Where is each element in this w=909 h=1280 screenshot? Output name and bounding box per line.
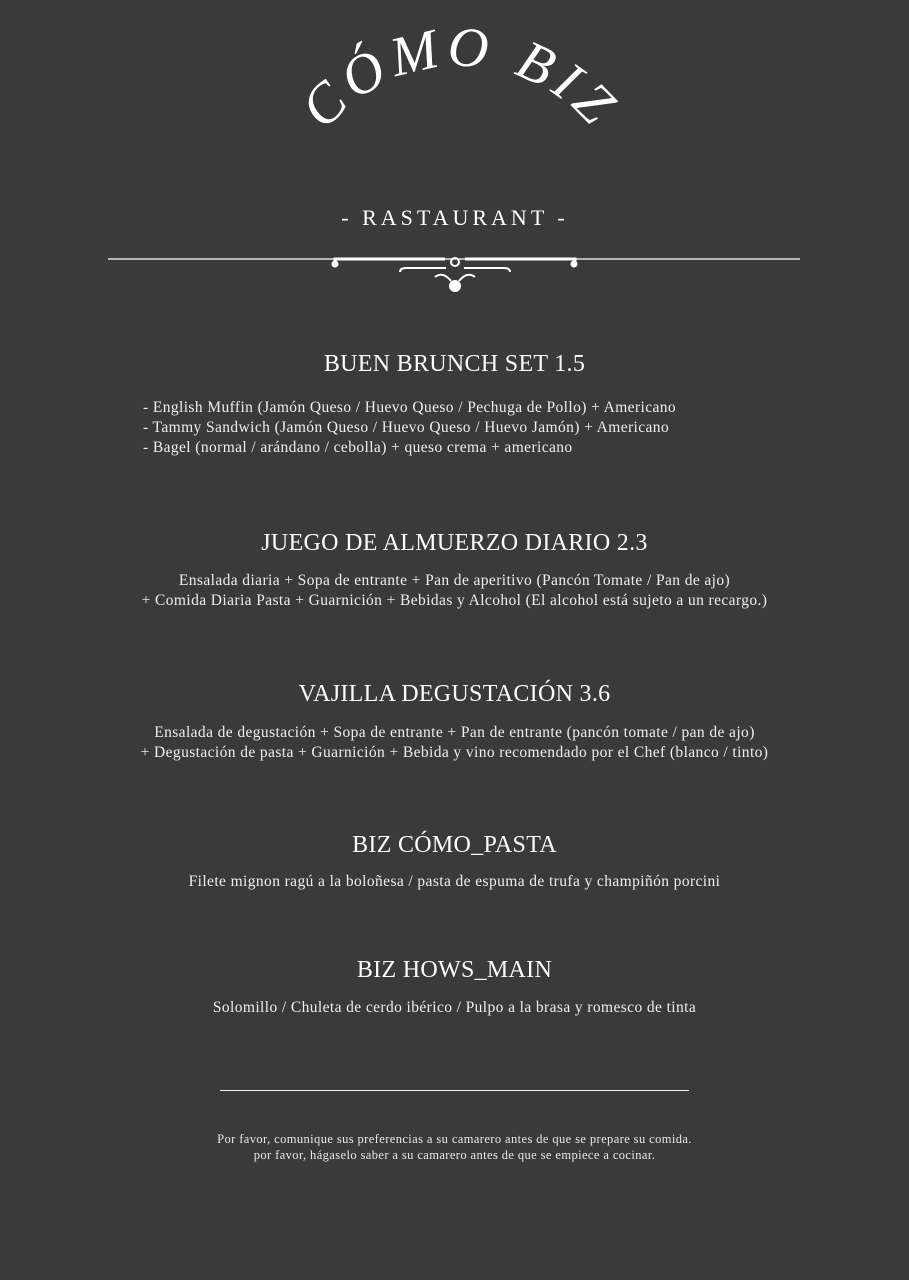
menu-line: Ensalada de degustación + Sopa de entrante + Pan de entrante (pancón tomate / pan de ajo) (154, 724, 755, 741)
footer-line: por favor, hágaselo saber a su camarero antes de que se empiece a cocinar. (253, 1148, 656, 1162)
restaurant-logo (0, 0, 909, 300)
menu-line: Filete mignon ragú a la boloñesa / pasta de espuma de trufa y champiñón porcini (188, 873, 721, 890)
pasta-description (0, 872, 909, 892)
menu-line: + Comida Diaria Pasta + Guarnición + Bebidas y Alcohol (El alcohol está sujeto a un recargo.) (141, 592, 768, 609)
logo-subtitle: - RASTAURANT - (341, 205, 569, 230)
section-title-lunch: JUEGO DE ALMUERZO DIARIO 2.3 (261, 530, 648, 556)
lunch-description (0, 571, 909, 611)
logo-name: CÓMO BIZ (289, 16, 631, 141)
menu-line: Ensalada diaria + Sopa de entrante + Pan de aperitivo (Pancón Tomate / Pan de ajo) (178, 572, 731, 589)
section-title-brunch: BUEN BRUNCH SET 1.5 (323, 351, 586, 377)
footer-line: Por favor, comunique sus preferencias a su camarero antes de que se prepare su comida. (217, 1132, 692, 1146)
section-title-pasta: BIZ CÓMO_PASTA (352, 832, 557, 858)
tasting-description (0, 723, 909, 763)
brunch-items (143, 398, 676, 458)
footer-note (0, 1131, 909, 1163)
footer-divider (220, 1090, 689, 1091)
menu-line: - Bagel (normal / arándano / cebolla) + queso crema + americano (143, 439, 573, 456)
menu-line: - Tammy Sandwich (Jamón Queso / Huevo Queso / Huevo Jamón) + Americano (143, 419, 670, 436)
main-description (0, 998, 909, 1018)
menu-line: - English Muffin (Jamón Queso / Huevo Queso / Pechuga de Pollo) + Americano (143, 399, 677, 416)
ornament-divider-icon (108, 258, 800, 291)
menu-line: + Degustación de pasta + Guarnición + Bebida y vino recomendado por el Chef (blanco / tinto) (140, 744, 769, 761)
section-title-main: BIZ HOWS_MAIN (356, 957, 553, 983)
section-title-tasting: VAJILLA DEGUSTACIÓN 3.6 (298, 681, 611, 707)
menu-line: Solomillo / Chuleta de cerdo ibérico / Pulpo a la brasa y romesco de tinta (212, 999, 697, 1016)
